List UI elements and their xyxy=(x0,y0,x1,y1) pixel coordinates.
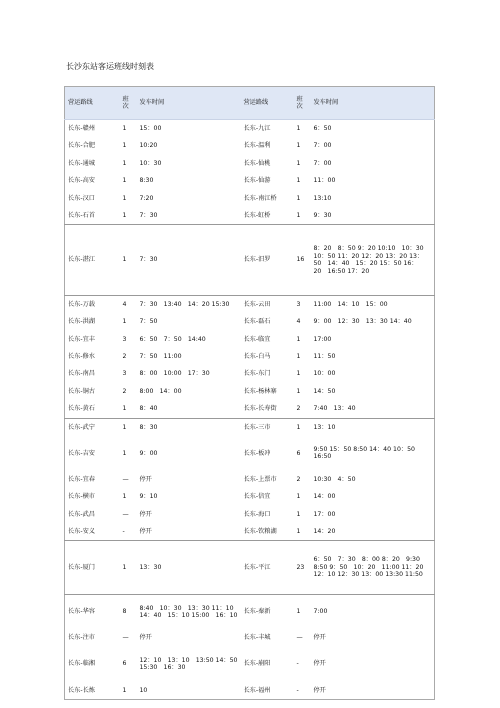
route-name: 长东-横市 xyxy=(68,493,95,501)
departure-times: 9：00 12：30 13：30 14：40 xyxy=(313,318,412,326)
route-name: 长东-上票市 xyxy=(243,475,277,483)
route-name: 长东-宜丰 xyxy=(68,335,95,343)
table-row xyxy=(65,313,435,330)
departure-times: 8:00 14：00 xyxy=(139,387,182,395)
trip-count: - xyxy=(296,660,299,668)
route-name: 长东-通城 xyxy=(68,159,95,167)
route-name: 长东-武昌 xyxy=(68,510,95,518)
table-row xyxy=(65,523,435,541)
trip-count: 3 xyxy=(296,300,301,308)
route-name: 长东-海口 xyxy=(243,510,271,518)
timetable xyxy=(64,86,435,700)
departure-times: 8:30 xyxy=(139,177,154,185)
departure-times: 9:50 15：50 8:50 14：40 10：50 16:50 xyxy=(313,446,415,461)
departure-times: 14：00 xyxy=(313,493,336,501)
table-row xyxy=(65,331,435,348)
departure-times: 停开 xyxy=(137,523,241,541)
departure-times: 停开 xyxy=(313,686,326,694)
route-name: 长东-九江 xyxy=(243,124,271,132)
departure-times: 7：30 xyxy=(137,225,241,296)
departure-times: 9：00 xyxy=(139,449,158,457)
table-row xyxy=(65,295,435,313)
table-row xyxy=(65,120,435,138)
route-name: 长东-赣州 xyxy=(68,124,95,132)
route-header: 营运路线 xyxy=(65,87,120,120)
trip-count: 1 xyxy=(296,370,301,378)
departure-times: 8:40 10：30 13：30 11：10 14：40 15：10 15:00 16：10 xyxy=(139,604,238,619)
route-name: 长东-磊石 xyxy=(243,318,271,326)
departure-times: 8：00 10:00 17：30 xyxy=(139,370,210,378)
table-row xyxy=(65,137,435,154)
route-name: 长东-云田 xyxy=(243,300,271,308)
table-row xyxy=(65,541,435,594)
route-name: 长东-汨罗 xyxy=(241,225,294,296)
departure-times: 17：00 xyxy=(313,510,336,518)
route-name: 长东-福州 xyxy=(243,686,271,694)
departure-times: 11:00 14：10 15：00 xyxy=(313,300,388,308)
departure-times: 7:40 13：40 xyxy=(311,400,435,418)
count-header: 班 次 xyxy=(120,87,137,120)
page-title: 长沙东站客运班线时刻表 xyxy=(66,62,154,71)
trip-count: 1 xyxy=(294,207,311,225)
departure-times: 6：50 7：50 14:40 xyxy=(139,335,206,343)
time-header: 发车时间 xyxy=(137,87,241,120)
departure-times: 14：20 xyxy=(311,523,435,541)
route-name: 长东-白马 xyxy=(243,353,271,361)
route-name: 长东-万载 xyxy=(68,300,95,308)
count-header: 班 次 xyxy=(294,87,311,120)
table-row xyxy=(65,506,435,523)
table-row xyxy=(65,647,435,682)
route-name: 长东-南江桥 xyxy=(243,194,277,202)
departure-times: 7：30 13:40 14：20 15:30 xyxy=(139,300,230,308)
trip-count: 1 xyxy=(296,335,301,343)
trip-count: 1 xyxy=(296,142,301,150)
route-name: 长东-吉安 xyxy=(68,449,95,457)
route-name: 长东-长寿街 xyxy=(241,400,294,418)
route-name: 长东-湛江 xyxy=(65,225,120,296)
table-row xyxy=(65,190,435,207)
departure-times: 6：50 7：30 8：00 8：20 9:30 8:50 9：50 10：20 11:00 11：20 12：10 12：30 13：00 13:30 11:50 xyxy=(311,541,435,594)
departure-times: 14：50 xyxy=(313,387,336,395)
route-name: 长东-信宜 xyxy=(243,493,271,501)
trip-count: — xyxy=(122,475,129,483)
trip-count: 3 xyxy=(122,335,127,343)
departure-times: 停开 xyxy=(313,634,326,642)
route-name: 长东-东门 xyxy=(243,370,271,378)
table-row xyxy=(65,207,435,225)
departure-times: 12：10 13：10 13:50 14：50 15:30 16：30 xyxy=(139,656,238,672)
route-name: 长东-注市 xyxy=(68,634,95,642)
trip-count: 1 xyxy=(122,159,127,167)
table-row xyxy=(65,488,435,505)
route-name: 长东-武宁 xyxy=(68,423,95,431)
route-name: 长东-仙桃 xyxy=(243,159,271,167)
trip-count: 1 xyxy=(296,493,301,501)
trip-count: 1 xyxy=(296,194,301,202)
departure-times: 8：40 xyxy=(137,400,241,418)
route-header: 营运路线 xyxy=(241,87,294,120)
departure-times: 11：00 xyxy=(313,177,336,185)
table-row xyxy=(65,366,435,383)
departure-times: 17:00 xyxy=(313,335,332,343)
route-name: 长东-秦新 xyxy=(243,608,271,616)
table-row xyxy=(65,383,435,400)
trip-count: — xyxy=(122,634,129,642)
route-name: 长东-修水 xyxy=(68,353,95,361)
trip-count: 2 xyxy=(294,400,311,418)
departure-times: 7:00 xyxy=(313,608,328,616)
table-row xyxy=(65,348,435,365)
route-name: 长东-三市 xyxy=(243,423,271,431)
trip-count: 1 xyxy=(296,608,301,616)
trip-count: 1 xyxy=(296,159,301,167)
route-name: 长东-合肥 xyxy=(68,142,95,150)
departure-times: 7:20 xyxy=(139,194,154,202)
route-name: 长东-汉口 xyxy=(68,194,95,202)
departure-times: 10：00 xyxy=(313,370,336,378)
trip-count: 1 xyxy=(120,207,137,225)
route-name: 长东-高安 xyxy=(68,177,95,185)
trip-count: 1 xyxy=(122,423,127,431)
trip-count: 1 xyxy=(296,124,301,132)
departure-times: 8：30 xyxy=(139,423,158,431)
departure-times: 8：20 8：50 9：20 10:10 10：30 10：50 11：20 12：20 13：20 13： 50 14：40 15：20 15：50 16： 20 16:50 17：20 xyxy=(311,225,435,296)
route-name: 长东-仙游 xyxy=(243,177,271,185)
route-name: 长东-安义 xyxy=(65,523,120,541)
trip-count: 6 xyxy=(122,660,127,668)
table-row xyxy=(65,594,435,629)
trip-count: 23 xyxy=(294,541,311,594)
departure-times: 10 xyxy=(139,686,148,694)
trip-count: 1 xyxy=(122,194,127,202)
departure-times: 13：30 xyxy=(137,541,241,594)
departure-times: 13:10 xyxy=(313,194,332,202)
trip-count: 1 xyxy=(122,124,127,132)
trip-count: 1 xyxy=(122,318,127,326)
departure-times: 7：50 xyxy=(139,318,158,326)
table-row xyxy=(65,471,435,488)
route-name: 长东-南昌 xyxy=(68,370,95,378)
route-name: 长东-板冲 xyxy=(243,449,271,457)
trip-count: 2 xyxy=(122,387,127,395)
trip-count: 1 xyxy=(296,510,301,518)
route-name: 长东-华容 xyxy=(68,608,95,616)
route-name: 长东-宜春 xyxy=(68,475,95,483)
departure-times: 10:30 4：50 xyxy=(313,475,356,483)
route-name: 长东-长炼 xyxy=(68,686,95,694)
trip-count: 1 xyxy=(294,523,311,541)
trip-count: 1 xyxy=(122,142,127,150)
departure-times: 11：50 xyxy=(313,353,336,361)
trip-count: 1 xyxy=(120,225,137,296)
departure-times: 停开 xyxy=(139,510,152,518)
route-name: 长东-平江 xyxy=(241,541,294,594)
route-name: 长东-临宜 xyxy=(243,335,271,343)
trip-count: 1 xyxy=(120,541,137,594)
departure-times: 7：50 11:00 xyxy=(139,353,182,361)
trip-count: 8 xyxy=(122,608,127,616)
table-row xyxy=(65,172,435,189)
trip-count: 6 xyxy=(296,449,301,457)
trip-count: 1 xyxy=(122,449,127,457)
time-header: 发车时间 xyxy=(311,87,435,120)
departure-times: 15：00 xyxy=(139,124,162,132)
route-name: 长东-钦粮湖 xyxy=(241,523,294,541)
trip-count: 1 xyxy=(122,177,127,185)
departure-times: 10:20 xyxy=(139,142,158,150)
departure-times: 停开 xyxy=(139,475,152,483)
departure-times: 7：30 xyxy=(137,207,241,225)
trip-count: 1 xyxy=(296,423,301,431)
trip-count: - xyxy=(120,523,137,541)
route-name: 长东-厦门 xyxy=(65,541,120,594)
departure-times: 13：10 xyxy=(313,423,336,431)
trip-count: 3 xyxy=(122,370,127,378)
trip-count: 4 xyxy=(122,300,127,308)
route-name: 长东-临湘 xyxy=(68,660,95,668)
route-name: 长东-虹桥 xyxy=(241,207,294,225)
departure-times: 9：30 xyxy=(311,207,435,225)
trip-count: — xyxy=(296,634,303,642)
route-name: 长东-杨林寨 xyxy=(243,387,277,395)
table-row xyxy=(65,155,435,172)
trip-count: 2 xyxy=(296,475,301,483)
trip-count: 16 xyxy=(294,225,311,296)
trip-count: 1 xyxy=(296,387,301,395)
table-row xyxy=(65,629,435,646)
departure-times: 停开 xyxy=(313,660,326,668)
route-name: 长东-丰城 xyxy=(243,634,271,642)
trip-count: - xyxy=(296,686,299,694)
table-row xyxy=(65,225,435,296)
departure-times: 6：50 xyxy=(313,124,332,132)
table-row xyxy=(65,400,435,418)
departure-times: 停开 xyxy=(139,634,152,642)
table-row xyxy=(65,418,435,436)
route-name: 长东-洪湖 xyxy=(68,318,95,326)
trip-count: — xyxy=(122,510,129,518)
trip-count: 1 xyxy=(122,686,127,694)
route-name: 长东-铜古 xyxy=(68,387,95,395)
trip-count: 1 xyxy=(122,493,127,501)
route-name: 长东-黄石 xyxy=(65,400,120,418)
trip-count: 4 xyxy=(296,318,301,326)
departure-times: 9：10 xyxy=(139,493,158,501)
route-name: 长东-石首 xyxy=(65,207,120,225)
trip-count: 1 xyxy=(296,177,301,185)
route-name: 长东-崩阳 xyxy=(243,660,271,668)
trip-count: 1 xyxy=(120,400,137,418)
departure-times: 7：00 xyxy=(313,159,332,167)
route-name: 长东-温利 xyxy=(243,142,271,150)
departure-times: 10：30 xyxy=(139,159,162,167)
trip-count: 2 xyxy=(122,353,127,361)
table-row xyxy=(65,682,435,700)
trip-count: 1 xyxy=(296,353,301,361)
departure-times: 7：00 xyxy=(313,142,332,150)
table-row xyxy=(65,436,435,471)
header-row xyxy=(65,87,435,120)
